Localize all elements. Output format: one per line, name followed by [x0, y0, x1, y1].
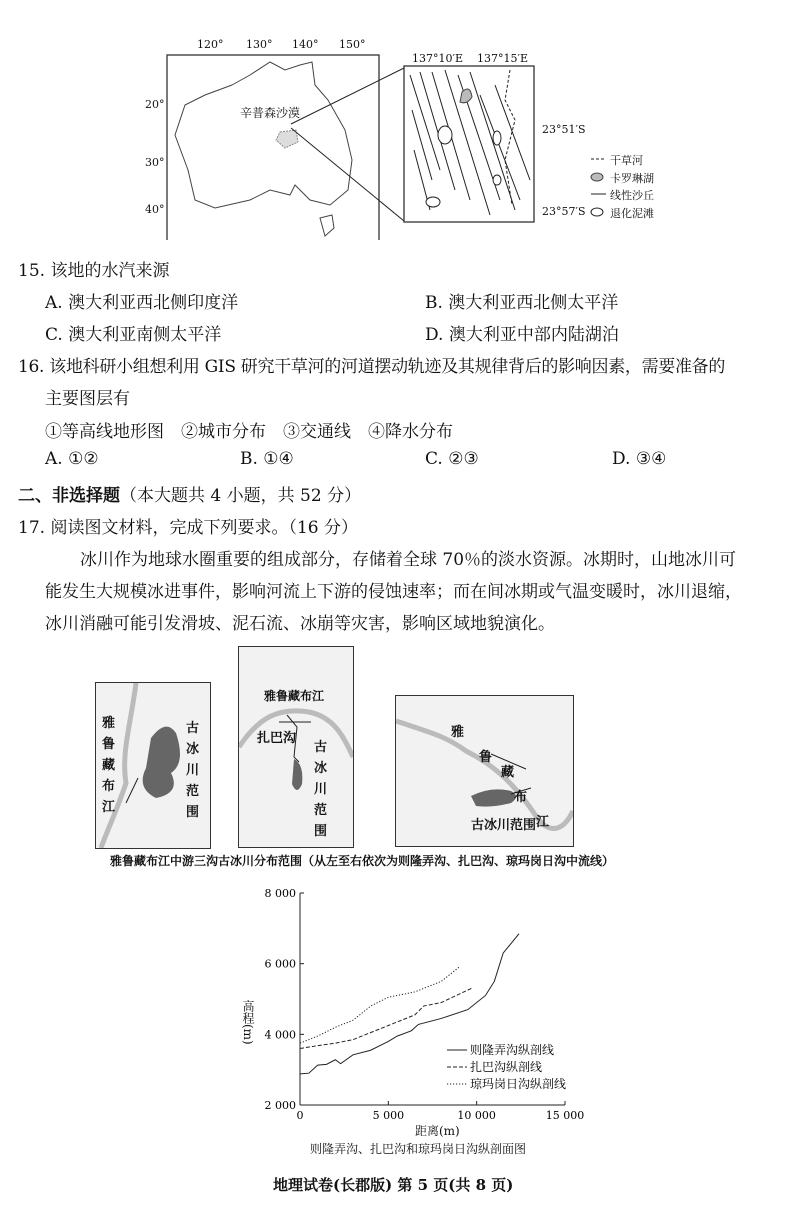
y-tick-label: 6 000 — [264, 957, 296, 971]
q15-option-a: A. 澳大利亚西北侧印度洋 — [45, 293, 239, 313]
x-tick-label: 0 — [296, 1109, 304, 1122]
river-label: 布 — [514, 790, 528, 805]
q16-stem-cont: 主要图层有 — [45, 389, 130, 409]
y-tick-label: 2 000 — [264, 1099, 296, 1112]
lat-label: 40° — [145, 203, 165, 216]
chart-title: 则隆弄沟、扎巴沟和琼玛岗日沟纵剖面图 — [310, 1142, 527, 1156]
legend-label: 线性沙丘 — [610, 189, 654, 202]
lon-label: 130° — [246, 38, 273, 51]
river-label: 雅鲁藏布江 — [102, 716, 116, 815]
river-label: 雅 — [451, 725, 465, 740]
q16-option-d: D. ③④ — [612, 449, 667, 469]
lat-label: 20° — [145, 98, 165, 111]
legend-label: 扎巴沟纵剖线 — [470, 1060, 543, 1074]
q17-para: 能发生大规模冰进事件，影响河流上下游的侵蚀速率；而在间冰期或气温变暖时，冰川退缩， — [45, 582, 742, 602]
lon-label: 140° — [292, 38, 319, 51]
series-line — [300, 967, 459, 1043]
y-tick-label: 8 000 — [264, 887, 296, 900]
x-tick-label: 5 000 — [372, 1109, 405, 1122]
river-label: 雅鲁藏布江 — [264, 689, 325, 703]
gully-label: 扎巴沟 — [257, 731, 297, 746]
river-label: 藏 — [501, 765, 515, 780]
glacier-range-label: 古冰川范围 — [314, 740, 328, 839]
lon-label: 150° — [339, 38, 366, 51]
q17-para: 冰川消融可能引发滑坡、泥石流、冰崩等灾害，影响区域地貌演化。 — [45, 614, 555, 634]
lon-label: 120° — [197, 38, 224, 51]
q15-option-d: D. 澳大利亚中部内陆湖泊 — [425, 325, 619, 345]
legend-label: 琼玛岗日沟纵剖线 — [470, 1077, 567, 1091]
y-tick-label: 4 000 — [264, 1028, 296, 1042]
inset-lon-label: 137°15′E — [477, 52, 529, 65]
legend-label: 卡罗琳湖 — [610, 172, 654, 185]
q15-option-c: C. 澳大利亚南侧太平洋 — [45, 325, 222, 345]
x-tick-label: 15 000 — [545, 1109, 585, 1122]
series-line — [300, 988, 471, 1048]
q15-stem: 15. 该地的水汽来源 — [18, 261, 170, 281]
legend-label: 则隆弄沟纵剖线 — [470, 1043, 555, 1057]
x-axis-label: 距离(m) — [415, 1124, 460, 1138]
y-axis-label: 高程(m) — [241, 1000, 255, 1045]
q17-para: 冰川作为地球水圈重要的组成部分，存储着全球 70％的淡水资源。冰期时，山地冰川可 — [80, 550, 737, 570]
desert-label: 辛普森沙漠 — [240, 106, 301, 120]
page-footer: 地理试卷(长郡版) 第 5 页(共 8 页) — [273, 1176, 514, 1194]
figure-caption: 雅鲁藏布江中游三沟古冰川分布范围（从左至右依次为则隆弄沟、扎巴沟、琼玛岗日沟中流线） — [110, 854, 615, 868]
section-title: 二、非选择题 — [18, 486, 120, 506]
q16-option-b: B. ①④ — [240, 449, 294, 469]
river-label: 鲁 — [479, 750, 493, 765]
q16-items: ①等高线地形图 ②城市分布 ③交通线 ④降水分布 — [45, 422, 453, 442]
legend-label: 干草河 — [610, 154, 643, 167]
x-tick-label: 10 000 — [457, 1109, 496, 1122]
q15-option-b: B. 澳大利亚西北侧太平洋 — [425, 293, 619, 313]
river-label: 江 — [536, 815, 550, 830]
glacier-range-label: 古冰川范围 — [471, 818, 537, 833]
q17-stem: 17. 阅读图文材料，完成下列要求。（16 分） — [18, 518, 358, 538]
inset-lon-label: 137°10′E — [412, 52, 464, 65]
legend-label: 退化泥滩 — [610, 207, 654, 220]
q16-option-a: A. ①② — [45, 449, 99, 469]
glacier-range-label: 古冰川范围 — [186, 721, 200, 820]
q16-stem: 16. 该地科研小组想利用 GIS 研究干草河的河道摆动轨迹及其规律背后的影响因素，需要准备的 — [18, 357, 726, 377]
inset-lat-label: 23°51′S — [542, 123, 586, 136]
inset-lat-label: 23°57′S — [542, 205, 586, 218]
lat-label: 30° — [145, 156, 165, 169]
q16-option-c: C. ②③ — [425, 449, 479, 469]
section-note: （本大题共 4 小题，共 52 分） — [120, 486, 362, 506]
